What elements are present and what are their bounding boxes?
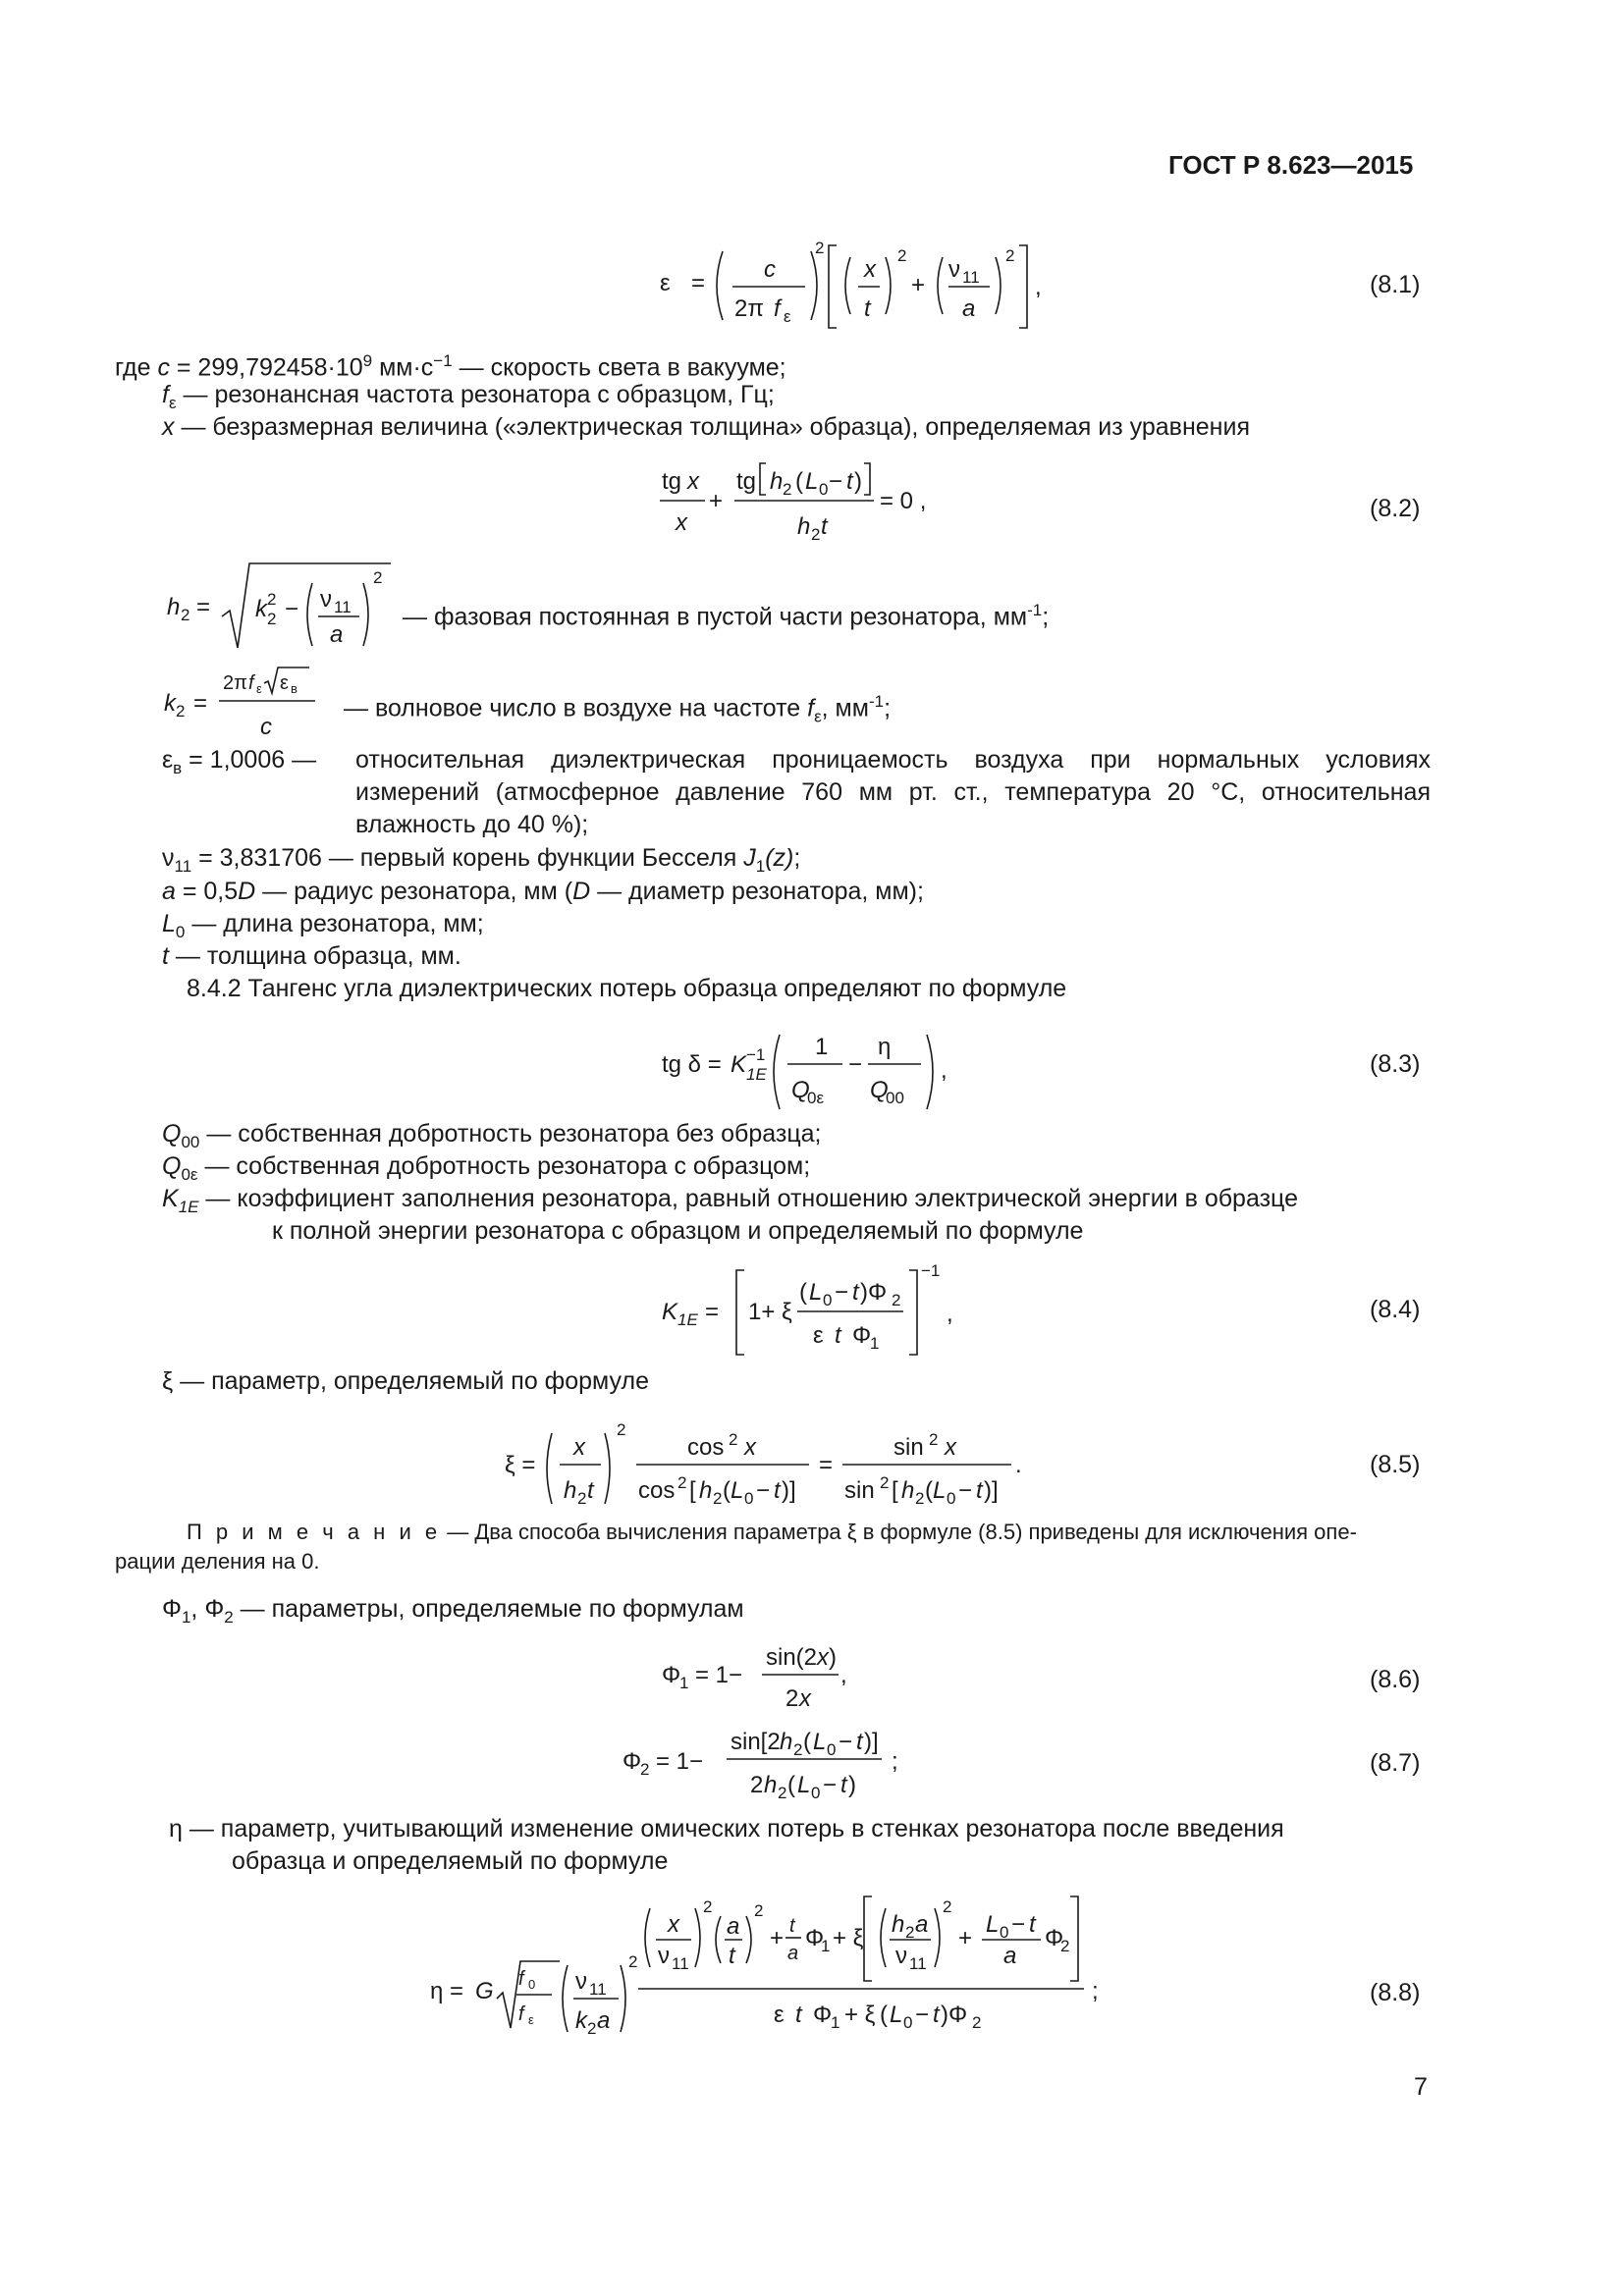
svg-text:h: h: [764, 1772, 778, 1798]
svg-text:0: 0: [811, 1784, 821, 1802]
svg-text:2: 2: [1005, 246, 1015, 265]
note: [187, 1518, 1357, 1547]
description: — фазовая постоянная в пустой части резонатора, мм: [403, 603, 1028, 631]
svg-text:2: 2: [628, 1952, 638, 1971]
svg-text:2: 2: [267, 590, 277, 609]
svg-text:0: 0: [1000, 1923, 1009, 1942]
svg-text:ε: ε: [784, 307, 791, 326]
svg-text:L: L: [813, 1729, 827, 1755]
value: = 0,5: [175, 878, 239, 905]
equation-number: (8.5): [1370, 1451, 1421, 1478]
unit: , мм: [821, 694, 869, 722]
svg-text:2: 2: [892, 1291, 901, 1309]
svg-text:1: 1: [821, 1937, 831, 1955]
formula-8-2: [658, 455, 972, 561]
svg-text:1: 1: [831, 2013, 840, 2032]
equation-number: (8.4): [1370, 1296, 1421, 1323]
svg-text:h: h: [797, 513, 811, 540]
svg-text:ε: ε: [280, 672, 289, 694]
svg-text:2: 2: [880, 1473, 890, 1492]
svg-text:t: t: [821, 513, 828, 540]
svg-text:1+ ξ: 1+ ξ: [748, 1299, 792, 1325]
svg-text:t: t: [795, 2002, 802, 2028]
svg-text:c: c: [764, 256, 776, 283]
svg-text:)]: )]: [864, 1729, 879, 1755]
svg-text:−: −: [1011, 1911, 1026, 1938]
formula-8-5: [503, 1414, 1053, 1519]
svg-text:L: L: [731, 1477, 744, 1504]
svg-text:k: k: [575, 2007, 587, 2034]
symbol: ε: [162, 746, 174, 774]
svg-text:0: 0: [903, 2013, 913, 2032]
svg-text:h: h: [564, 1477, 577, 1504]
svg-text:−: −: [839, 1729, 853, 1755]
description: — скорость света в вакууме;: [452, 353, 786, 382]
def-prefix: где: [115, 353, 158, 382]
svg-text:x: x: [668, 1911, 679, 1938]
subscript: ε: [168, 394, 177, 412]
svg-text:2: 2: [915, 1489, 925, 1508]
formula-8-7: [621, 1720, 935, 1815]
svg-text:−: −: [958, 1477, 973, 1504]
equation-number: (8.1): [1370, 271, 1421, 298]
page-number: 7: [1414, 2073, 1428, 2101]
argument: (z): [765, 844, 794, 872]
svg-text:t: t: [840, 1772, 847, 1798]
svg-text:Φ: Φ: [852, 1322, 872, 1349]
subscript: 1E: [178, 1198, 199, 1216]
symbol: Φ: [162, 1595, 182, 1623]
description: — безразмерная величина («электрическая толщина» образца), определяемая из уравнения: [174, 413, 1250, 441]
svg-text:(: (: [795, 468, 803, 495]
subscript: ε: [814, 707, 822, 726]
svg-text:x: x: [799, 1685, 811, 1712]
description: — волновое число в воздухе на частоте: [344, 694, 808, 722]
svg-text:2: 2: [677, 1473, 687, 1492]
punct: ;: [793, 844, 801, 872]
svg-text:11: 11: [672, 1954, 689, 1973]
svg-text:x: x: [864, 256, 876, 283]
svg-text:h: h: [780, 1729, 793, 1755]
svg-text:L: L: [805, 468, 819, 495]
svg-text:ν: ν: [658, 1943, 670, 1969]
svg-text:−: −: [848, 1051, 863, 1078]
svg-text:в: в: [291, 681, 298, 696]
svg-text:+: +: [958, 1925, 973, 1951]
svg-text:x: x: [744, 1434, 756, 1461]
svg-text:h: h: [770, 468, 784, 495]
description: — параметры, определяемые по формулам: [233, 1595, 744, 1623]
symbol: f: [162, 381, 169, 408]
svg-text:2: 2: [729, 1430, 738, 1449]
svg-text:h: h: [901, 1477, 915, 1504]
equation-number: (8.3): [1370, 1050, 1421, 1078]
symbol: x: [162, 413, 175, 441]
svg-text:f: f: [518, 1968, 524, 1990]
svg-text:2: 2: [943, 1897, 952, 1916]
svg-text:−: −: [756, 1477, 771, 1504]
svg-text:−: −: [915, 2002, 930, 2028]
svg-text:(: (: [925, 1477, 933, 1504]
svg-text:c: c: [260, 714, 272, 740]
svg-text:x: x: [573, 1434, 585, 1461]
svg-text:t: t: [864, 295, 871, 322]
svg-text:(: (: [803, 1729, 811, 1755]
svg-text:−: −: [285, 596, 299, 622]
svg-text:L: L: [797, 1772, 811, 1798]
symbol: a: [162, 878, 176, 905]
formula-k2: [162, 660, 339, 755]
svg-text:2: 2: [703, 1897, 713, 1916]
svg-text:Q: Q: [870, 1077, 889, 1103]
svg-text:+: +: [911, 272, 926, 298]
svg-text:,: ,: [947, 1301, 953, 1327]
symbol: J: [743, 844, 756, 872]
svg-text:η: η: [878, 1034, 892, 1060]
description: — толщина образца, мм.: [168, 942, 461, 970]
subscript: 00: [181, 1133, 200, 1151]
svg-text:−1: −1: [921, 1261, 941, 1280]
svg-text:00: 00: [886, 1089, 904, 1107]
svg-text:2π: 2π: [223, 672, 247, 694]
description: — радиус резонатора, мм (: [255, 878, 573, 905]
svg-text:ν: ν: [948, 256, 960, 283]
svg-text:=: =: [705, 1299, 720, 1325]
svg-text:11: 11: [909, 1954, 927, 1973]
definition-t: [162, 940, 461, 972]
svg-text:tg δ =: tg δ =: [662, 1051, 722, 1078]
svg-text:0: 0: [744, 1489, 754, 1508]
section-8-4-2: 8.4.2 Тангенс угла диэлектрических потерь образца определяют по формуле: [187, 975, 1067, 1002]
svg-text:2: 2: [181, 606, 190, 624]
formula-8-3: [660, 1021, 954, 1126]
exponent: −1: [433, 351, 453, 370]
equation-number: (8.8): [1370, 1979, 1421, 2006]
svg-text:t: t: [846, 468, 853, 495]
svg-text:cos: cos: [638, 1477, 676, 1504]
svg-text:2π: 2π: [734, 295, 764, 322]
svg-text:2: 2: [267, 610, 277, 628]
formula-8-8: [428, 1893, 1174, 2047]
equation-number: (8.2): [1370, 495, 1421, 522]
exponent: -1: [1027, 601, 1043, 619]
svg-text:Φ: Φ: [813, 2002, 833, 2028]
svg-text:11: 11: [334, 598, 352, 616]
svg-text:f: f: [248, 672, 254, 694]
value: = 299,792458·10: [169, 353, 363, 382]
definition-x: [162, 411, 1250, 443]
svg-text:t: t: [852, 1279, 859, 1306]
svg-text:Φ: Φ: [662, 1662, 681, 1688]
svg-text:0: 0: [528, 1977, 536, 1992]
svg-text:=: =: [196, 594, 211, 620]
symbol: Q: [162, 1120, 182, 1148]
svg-text:k: k: [164, 690, 176, 717]
formula-h2: [165, 558, 401, 663]
svg-text:1: 1: [815, 1034, 829, 1060]
svg-text:2: 2: [373, 568, 383, 587]
svg-text:x: x: [945, 1434, 956, 1461]
svg-text:sin[2: sin[2: [731, 1729, 781, 1755]
svg-text:2: 2: [617, 1420, 626, 1439]
svg-text:t: t: [729, 1943, 735, 1969]
svg-text:2: 2: [587, 2019, 597, 2038]
svg-text:Φ: Φ: [805, 1925, 825, 1951]
svg-text:−1: −1: [746, 1045, 766, 1064]
svg-text:ε: ε: [660, 270, 671, 296]
svg-text:L: L: [809, 1279, 823, 1306]
svg-text:2: 2: [1060, 1937, 1070, 1955]
svg-text:+: +: [770, 1925, 785, 1951]
svg-text:+ ξ: + ξ: [833, 1925, 864, 1951]
svg-text:a: a: [962, 295, 976, 322]
subscript: 0: [175, 923, 186, 941]
svg-text:= 1−: = 1−: [695, 1662, 743, 1688]
svg-text:t: t: [976, 1477, 983, 1504]
svg-text:L: L: [986, 1911, 1000, 1938]
svg-text:2: 2: [972, 2013, 982, 2032]
description: — диаметр резонатора, мм);: [590, 878, 924, 905]
svg-text:a: a: [915, 1911, 929, 1938]
svg-text:=: =: [819, 1452, 834, 1478]
definition-h2: [403, 595, 1049, 632]
svg-text:)Φ: )Φ: [860, 1279, 888, 1306]
svg-text:−: −: [835, 1279, 849, 1306]
definition-eta-cont: образца и определяемый по формуле: [232, 1847, 669, 1875]
svg-text:t: t: [856, 1729, 863, 1755]
svg-text:;: ;: [1092, 1978, 1099, 2004]
svg-text:(: (: [787, 1772, 795, 1798]
svg-text:ε: ε: [774, 2002, 785, 2028]
svg-text:2: 2: [815, 239, 825, 257]
svg-text:): ): [854, 468, 862, 495]
note-text: — Два способа вычисления параметра ξ в формуле (8.5) приведены для исключения опе-: [441, 1520, 1357, 1544]
subscript: 1: [181, 1608, 191, 1627]
svg-text:2: 2: [640, 1760, 650, 1779]
svg-text:x: x: [676, 509, 687, 536]
punct: ;: [1042, 603, 1050, 631]
svg-text:Φ: Φ: [1045, 1925, 1064, 1951]
svg-text:1E: 1E: [677, 1310, 698, 1329]
symbol: D: [238, 878, 256, 905]
definition-a: [162, 876, 924, 907]
svg-text:.: .: [1015, 1452, 1022, 1478]
definition-eta: η — параметр, учитывающий изменение омических потерь в стенках резонатора после введения: [169, 1815, 1284, 1842]
note-cont: рации деления на 0.: [115, 1549, 320, 1574]
svg-text:−: −: [829, 468, 843, 495]
equation-number: (8.7): [1370, 1749, 1421, 1777]
definition-eps-v-text: относительная диэлектрическая проницаемость воздуха при нормальных условиях измерений (атмосферное давление 760 мм рт. ст., температура 20 °С, относительная влажность до 40 %);: [355, 746, 1431, 838]
svg-text:ε: ε: [813, 1322, 824, 1349]
svg-text:0ε: 0ε: [807, 1089, 825, 1107]
symbol: K: [162, 1185, 179, 1212]
svg-text:f: f: [518, 2003, 524, 2025]
svg-text:cos: cos: [687, 1434, 725, 1461]
svg-text:,: ,: [1035, 274, 1042, 300]
svg-text:tg: tg: [662, 468, 682, 495]
definition-k2: [344, 686, 891, 732]
svg-text:2: 2: [811, 525, 821, 544]
symbol: L: [162, 910, 176, 937]
description: — резонансная частота резонатора с образцом, Гц;: [176, 381, 775, 408]
svg-text:ν: ν: [575, 1968, 587, 1995]
formula-8-4: [660, 1256, 974, 1371]
svg-text:K: K: [662, 1299, 678, 1325]
svg-text:0: 0: [823, 1291, 833, 1309]
svg-text:2: 2: [713, 1489, 723, 1508]
svg-text:)]: )]: [984, 1477, 999, 1504]
svg-text:a: a: [330, 621, 344, 648]
svg-text:t: t: [587, 1477, 594, 1504]
svg-text:2: 2: [750, 1772, 764, 1798]
symbol: ν: [162, 844, 175, 872]
svg-text:[: [: [689, 1477, 696, 1504]
definition-xi: ξ — параметр, определяемый по формуле: [162, 1367, 649, 1395]
svg-text:= 0 ,: = 0 ,: [880, 488, 927, 514]
formula-8-6: [660, 1637, 876, 1723]
svg-text:(: (: [880, 2002, 888, 2028]
svg-text:+: +: [709, 488, 724, 514]
subscript: в: [173, 759, 183, 777]
note-label: П р и м е ч а н и е: [187, 1520, 442, 1544]
svg-text:−: −: [823, 1772, 838, 1798]
svg-text:η =: η =: [430, 1978, 464, 2004]
formula-8-1: [658, 232, 1070, 347]
svg-text:;: ;: [892, 1748, 898, 1775]
svg-text:2: 2: [577, 1489, 587, 1508]
description: — собственная добротность резонатора без образца;: [199, 1120, 822, 1148]
punct: ;: [884, 694, 892, 722]
svg-text:K: K: [731, 1051, 747, 1078]
exponent: -1: [868, 692, 885, 711]
svg-text:(: (: [723, 1477, 731, 1504]
svg-text:+ ξ: + ξ: [844, 2002, 876, 2028]
svg-text:h: h: [167, 594, 181, 620]
svg-text:0: 0: [827, 1740, 837, 1759]
svg-text:1: 1: [870, 1334, 880, 1353]
svg-text:Q: Q: [791, 1077, 810, 1103]
svg-text:ν: ν: [320, 586, 332, 613]
svg-text:2: 2: [793, 1740, 803, 1759]
svg-text:a: a: [727, 1913, 740, 1940]
svg-text:11: 11: [962, 268, 980, 287]
svg-text:a: a: [597, 2007, 611, 2034]
svg-text:L: L: [933, 1477, 947, 1504]
svg-text:2: 2: [905, 1923, 915, 1942]
symbol: f: [807, 694, 815, 722]
subscript: 0ε: [181, 1165, 198, 1184]
exponent: 9: [362, 351, 373, 370]
value: = 1,0006 —: [182, 746, 317, 774]
svg-text:ξ =: ξ =: [505, 1452, 536, 1478]
definition-c: [115, 346, 786, 383]
svg-text:f: f: [774, 295, 781, 322]
svg-text:sin: sin: [893, 1434, 924, 1461]
svg-text:0: 0: [819, 480, 829, 499]
svg-text:,: ,: [941, 1057, 947, 1084]
svg-text:t: t: [835, 1322, 841, 1349]
subscript: 11: [174, 857, 192, 876]
svg-text:sin: sin: [844, 1477, 875, 1504]
svg-text:[: [: [892, 1477, 898, 1504]
description: — коэффициент заполнения резонатора, равный отношению электрической энергии в образце: [198, 1185, 1298, 1212]
svg-text:1: 1: [679, 1674, 689, 1692]
svg-text:ε: ε: [528, 2012, 534, 2027]
svg-text:h: h: [699, 1477, 713, 1504]
svg-text:t: t: [1029, 1911, 1036, 1938]
subscript: 2: [224, 1608, 234, 1627]
svg-text:ε: ε: [256, 681, 262, 696]
svg-text:2: 2: [785, 1685, 799, 1712]
svg-text:= 1−: = 1−: [656, 1748, 704, 1775]
symbol: D: [572, 878, 591, 905]
description: = 3,831706 — первый корень функции Бесселя: [191, 844, 744, 872]
unit: мм·с: [372, 353, 434, 382]
svg-text:11: 11: [589, 1980, 607, 1999]
definition-k1e-cont: к полной энергии резонатора с образцом и определяемый по формуле: [272, 1217, 1084, 1245]
svg-text:L: L: [890, 2002, 903, 2028]
svg-text:2: 2: [929, 1430, 939, 1449]
svg-text:): ): [829, 1644, 837, 1671]
definition-eps-v-label: [162, 744, 316, 784]
svg-text:2: 2: [754, 1901, 764, 1920]
svg-text:tg: tg: [736, 468, 757, 495]
svg-text:sin(2: sin(2: [766, 1644, 818, 1671]
svg-text:Φ: Φ: [623, 1748, 642, 1775]
definition-phi: [162, 1593, 744, 1633]
svg-text:1E: 1E: [746, 1065, 767, 1084]
svg-text:)]: )]: [782, 1477, 796, 1504]
document-code: ГОСТ Р 8.623—2015: [1168, 150, 1414, 180]
symbol: c: [157, 353, 170, 382]
subscript: 1: [755, 857, 766, 876]
svg-text:2: 2: [783, 480, 792, 499]
svg-text:ν: ν: [895, 1943, 907, 1969]
svg-text:2: 2: [778, 1784, 787, 1802]
svg-text:t: t: [933, 2002, 940, 2028]
svg-text:): ): [848, 1772, 856, 1798]
svg-text:2: 2: [176, 702, 186, 721]
description: — длина резонатора, мм;: [185, 910, 484, 937]
svg-text:t: t: [774, 1477, 781, 1504]
svg-text:,: ,: [840, 1662, 847, 1688]
svg-text:G: G: [475, 1978, 494, 2004]
svg-text:h: h: [892, 1911, 905, 1938]
symbol: Q: [162, 1152, 182, 1180]
svg-text:x: x: [817, 1644, 829, 1671]
symbol: , Φ: [190, 1595, 225, 1623]
equation-number: (8.6): [1370, 1666, 1421, 1693]
svg-text:=: =: [193, 690, 208, 717]
svg-text:x: x: [687, 468, 699, 495]
svg-text:a: a: [1003, 1943, 1017, 1969]
description: — собственная добротность резонатора с образцом;: [197, 1152, 811, 1180]
svg-text:a: a: [787, 1943, 799, 1964]
svg-text:(: (: [799, 1279, 807, 1306]
svg-text:=: =: [691, 270, 706, 296]
svg-text:t: t: [789, 1915, 795, 1937]
svg-text:)Φ: )Φ: [941, 2002, 968, 2028]
svg-text:k: k: [255, 596, 267, 622]
svg-text:2: 2: [897, 246, 907, 265]
svg-text:0: 0: [947, 1489, 956, 1508]
symbol: t: [162, 942, 169, 970]
